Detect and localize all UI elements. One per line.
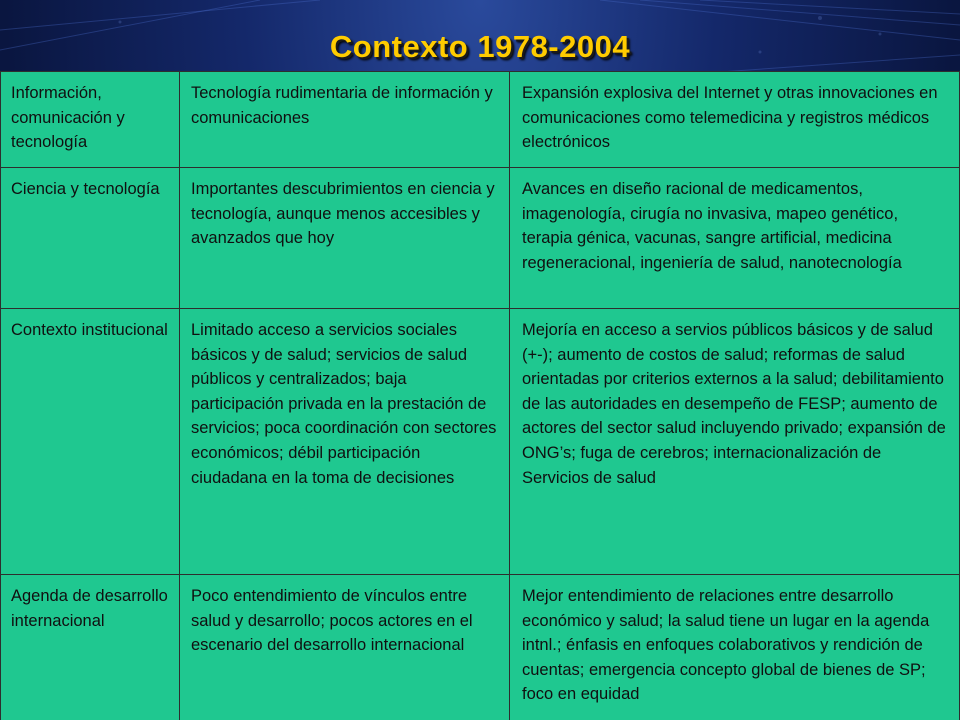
context-table: [0, 71, 960, 720]
table-row: [1, 575, 960, 720]
row-category-cell: Información, comunicación y tecnología: [1, 72, 180, 168]
row-past-cell: Limitado acceso a servicios sociales básicos y de salud; servicios de salud públicos y centralizados; baja participación privada en la prestación de servicios; poca coordinación con sectores económicos; débil participación ciudadana en la toma de decisiones: [180, 309, 510, 575]
row-present-cell: Mejoría en acceso a servios públicos básicos y de salud (+-); aumento de costos de salud; reformas de salud orientadas por criterios externos a la salud; debilitamiento de las autoridades en desempeño de FESP; aumento de actores del sector salud incluyendo privado; expansión de ONG’s; fuga de cerebros; internacionalización de Servicios de salud: [510, 309, 960, 575]
row-past-cell: Poco entendimiento de vínculos entre salud y desarrollo; pocos actores en el escenario del desarrollo internacional: [180, 575, 510, 720]
table-row: [1, 309, 960, 575]
row-present-cell: Mejor entendimiento de relaciones entre desarrollo económico y salud; la salud tiene un lugar en la agenda intnl.; énfasis en enfoques colaborativos y rendición de cuentas; emergencia concepto global de bienes de SP; foco en equidad: [510, 575, 960, 720]
row-present-cell: Expansión explosiva del Internet y otras innovaciones en comunicaciones como telemedicina y registros médicos electrónicos: [510, 72, 960, 168]
slide-title: Contexto 1978-2004: [329, 29, 631, 64]
table-row: [1, 72, 960, 168]
table-row: [1, 168, 960, 309]
row-past-cell: Tecnología rudimentaria de información y comunicaciones: [180, 72, 510, 168]
row-category-cell: Agenda de desarrollo internacional: [1, 575, 180, 720]
context-table-container: [0, 71, 960, 720]
row-category-cell: Contexto institucional: [1, 309, 180, 575]
row-present-cell: Avances en diseño racional de medicamentos, imagenología, cirugía no invasiva, mapeo genético, terapia génica, vacunas, sangre artificial, medicina regeneracional, ingeniería de salud, nanotecnología: [510, 168, 960, 309]
row-past-cell: Importantes descubrimientos en ciencia y tecnología, aunque menos accesibles y avanzados que hoy: [180, 168, 510, 309]
row-category-cell: Ciencia y tecnología: [1, 168, 180, 309]
